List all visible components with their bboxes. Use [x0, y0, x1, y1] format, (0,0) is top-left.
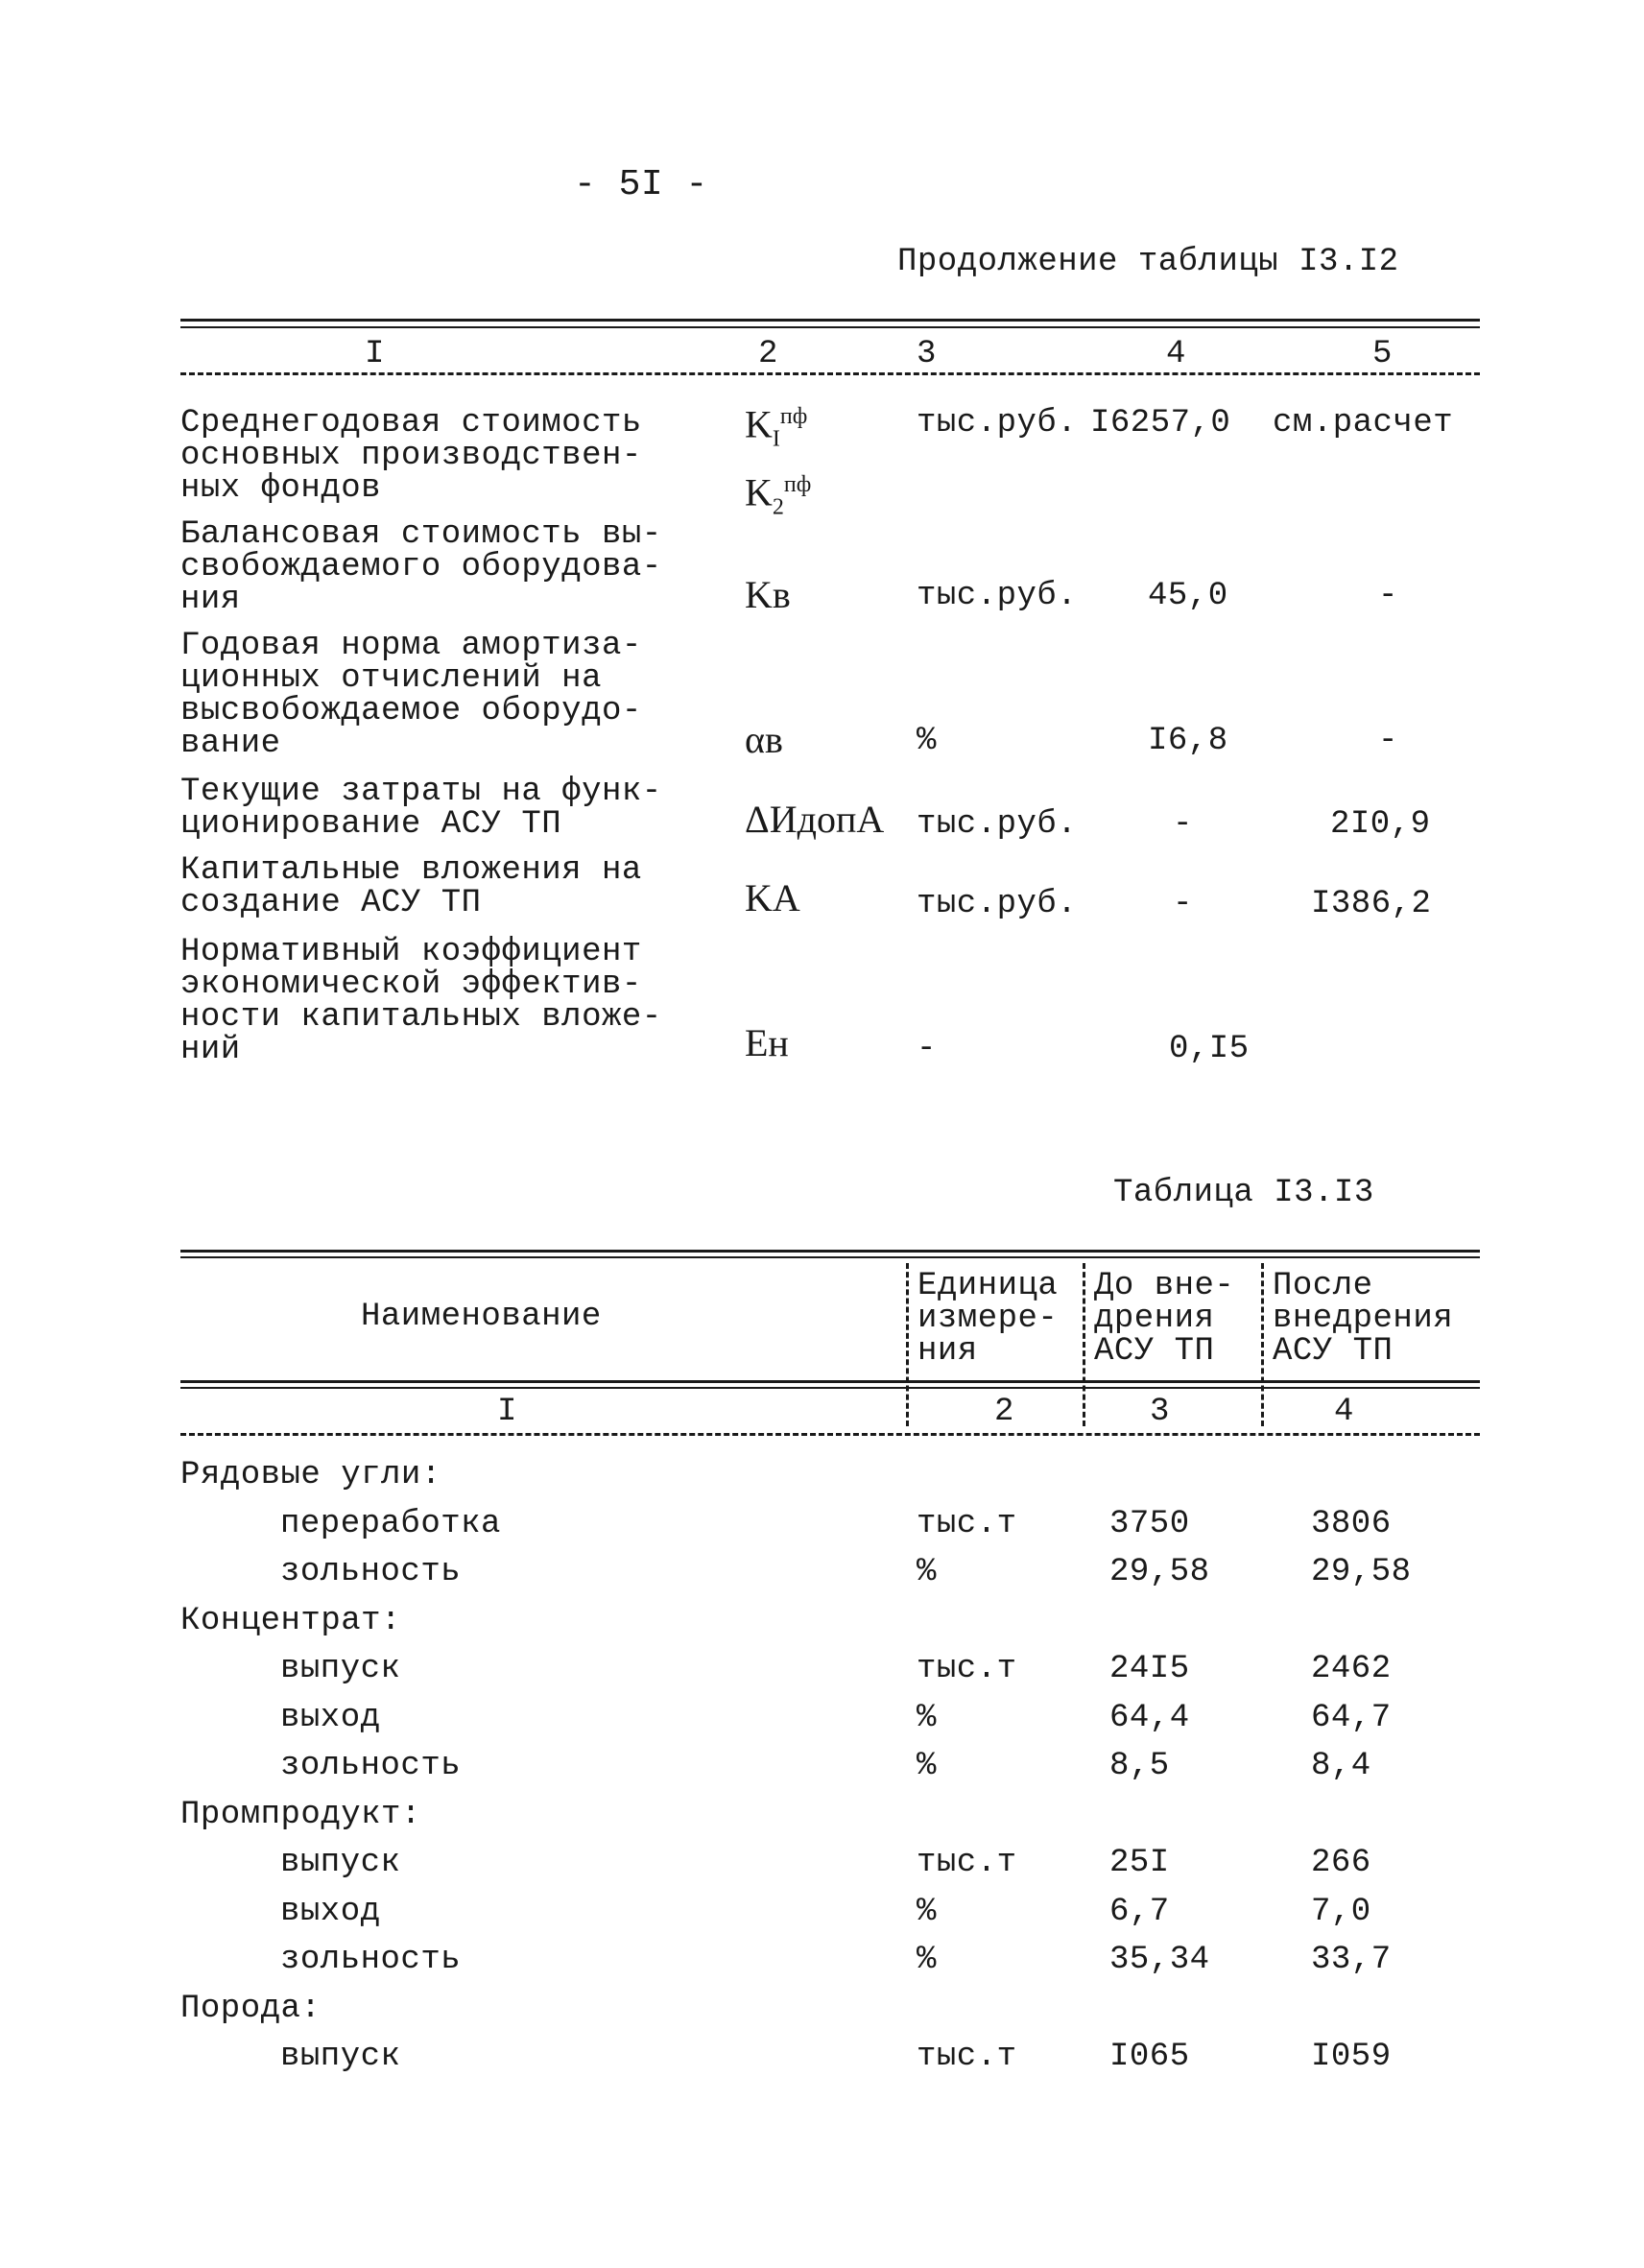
- table2-row-unit: тыс.т: [917, 1845, 1017, 1881]
- table2-row-after: 7,0: [1311, 1893, 1371, 1930]
- table1-row-name: Капитальные вложения на создание АСУ ТП: [180, 852, 642, 921]
- table2-separator-1: [906, 1263, 909, 1426]
- table2-row-name: зольность: [280, 1748, 462, 1784]
- table1-col-number: I: [365, 336, 385, 372]
- table1-row-symbol: KА: [745, 876, 800, 919]
- table1-row-value5: I386,2: [1311, 886, 1432, 922]
- table2-row-before: 24I5: [1109, 1651, 1190, 1687]
- table1-row-unit: тыс.руб.: [917, 806, 1078, 843]
- table2-header-rule: [180, 1380, 1480, 1383]
- table1-row-value5: см.расчет: [1273, 405, 1454, 442]
- table2-row-name: переработка: [280, 1505, 501, 1542]
- table2-number-row-dash: [180, 1433, 1480, 1436]
- table2-row-after: I059: [1311, 2039, 1392, 2075]
- table2-row-unit: %: [917, 1699, 937, 1736]
- table2-row-after: 8,4: [1311, 1748, 1371, 1784]
- table2-header-unit: Единица измере- ния: [917, 1268, 1059, 1370]
- table1-row-value4: I6257,0: [1090, 405, 1231, 442]
- symbol-k2: $K_2^{пф}$: [745, 470, 812, 520]
- table2-row-name: Порода:: [180, 1990, 322, 2027]
- table2-col-number: 2: [994, 1394, 1014, 1430]
- table2-row-unit: тыс.т: [917, 2039, 1017, 2075]
- table1-number-row-dash: [180, 372, 1480, 375]
- table1-top-rule: [180, 319, 1480, 322]
- table2-row-name: Рядовые угли:: [180, 1457, 441, 1493]
- table2-top-rule-2: [180, 1256, 1480, 1258]
- page-number: - 5I -: [574, 164, 708, 205]
- table2-row-unit: тыс.т: [917, 1651, 1017, 1687]
- table1-row-value5: 2I0,9: [1330, 806, 1431, 843]
- table1-row-value5: -: [1378, 578, 1398, 614]
- table1-row-name: Текущие затраты на функ- ционирование АСУ ТП: [180, 774, 662, 843]
- table1-row-value5: -: [1378, 723, 1398, 759]
- table1-col-number: 5: [1372, 336, 1393, 372]
- table2-header-before: До вне- дрения АСУ ТП: [1094, 1268, 1235, 1370]
- table2-row-name: выпуск: [280, 1651, 401, 1687]
- table2-row-name: выход: [280, 1699, 381, 1736]
- table1-row-unit: тыс.руб.: [917, 405, 1078, 442]
- table2-row-before: 3750: [1109, 1505, 1190, 1542]
- table2-row-before: 29,58: [1109, 1554, 1210, 1590]
- table1-row-unit: тыс.руб.: [917, 578, 1078, 614]
- table2-row-after: 29,58: [1311, 1554, 1412, 1590]
- table1-row-unit: %: [917, 723, 937, 759]
- table1-top-rule-2: [180, 326, 1480, 328]
- table1-row-name: Нормативный коэффициент экономической эффектив- ности капитальных вложе- ний: [180, 934, 662, 1068]
- table1-row-name: Балансовая стоимость вы- свобождаемого оборудова- ния: [180, 516, 662, 618]
- table1-row-symbol: ΔИдопА: [745, 798, 885, 841]
- table1-col-number: 4: [1166, 336, 1186, 372]
- table2-row-after: 64,7: [1311, 1699, 1392, 1736]
- table2-row-name: выход: [280, 1893, 381, 1930]
- table2-col-number: I: [497, 1394, 517, 1430]
- table1-col-number: 3: [917, 336, 937, 372]
- table1-row-value4: -: [1173, 886, 1193, 922]
- table2-row-before: 6,7: [1109, 1893, 1170, 1930]
- table2-separator-3: [1261, 1263, 1264, 1426]
- table2-row-name: выпуск: [280, 1845, 401, 1881]
- table2-row-name: зольность: [280, 1554, 462, 1590]
- table1-row-symbol: Kв: [745, 573, 791, 616]
- table2-row-after: 33,7: [1311, 1942, 1392, 1978]
- table2-row-before: 35,34: [1109, 1942, 1210, 1978]
- table2-row-name: выпуск: [280, 2039, 401, 2075]
- table2-separator-2: [1083, 1263, 1085, 1426]
- table1-col-number: 2: [758, 336, 778, 372]
- table1-row-value4: 0,I5: [1169, 1031, 1250, 1067]
- table2-row-unit: %: [917, 1942, 937, 1978]
- table1-caption: Продолжение таблицы I3.I2: [897, 244, 1399, 280]
- table2-row-before: 25I: [1109, 1845, 1170, 1881]
- symbol-k1: $K_I^{пф}$: [745, 402, 808, 452]
- table2-row-after: 266: [1311, 1845, 1371, 1881]
- table2-row-unit: %: [917, 1748, 937, 1784]
- table2-row-before: 8,5: [1109, 1748, 1170, 1784]
- table2-header-rule-2: [180, 1387, 1480, 1389]
- table1-row-symbol: [745, 394, 811, 531]
- table2-header-after: После внедрения АСУ ТП: [1273, 1268, 1454, 1370]
- table1-row-value4: 45,0: [1148, 578, 1228, 614]
- table1-row-value4: -: [1173, 806, 1193, 843]
- table2-header-name: Наименование: [361, 1299, 602, 1335]
- table2-row-unit: %: [917, 1893, 937, 1930]
- table2-col-number: 3: [1150, 1394, 1170, 1430]
- table1-row-name: Среднегодовая стоимость основных производствен- ных фондов: [180, 405, 642, 507]
- table2-row-name: Промпродукт:: [180, 1796, 421, 1833]
- table1-row-name: Годовая норма амортиза- ционных отчислений на высвобождаемое оборудо- вание: [180, 628, 642, 762]
- table1-row-symbol: αв: [745, 718, 783, 761]
- table1-row-unit: -: [917, 1031, 937, 1067]
- table2-row-name: Концентрат:: [180, 1602, 401, 1639]
- table1-row-symbol: Eн: [745, 1021, 789, 1064]
- table2-top-rule: [180, 1250, 1480, 1253]
- table2-caption: Таблица I3.I3: [1113, 1175, 1374, 1211]
- table2-row-after: 2462: [1311, 1651, 1392, 1687]
- table1-row-value4: I6,8: [1148, 723, 1228, 759]
- table2-row-unit: тыс.т: [917, 1505, 1017, 1542]
- table2-row-before: I065: [1109, 2039, 1190, 2075]
- table1-row-unit: тыс.руб.: [917, 886, 1078, 922]
- table2-row-unit: %: [917, 1554, 937, 1590]
- table2-row-before: 64,4: [1109, 1699, 1190, 1736]
- table2-row-after: 3806: [1311, 1505, 1392, 1542]
- table2-col-number: 4: [1334, 1394, 1354, 1430]
- table2-row-name: зольность: [280, 1942, 462, 1978]
